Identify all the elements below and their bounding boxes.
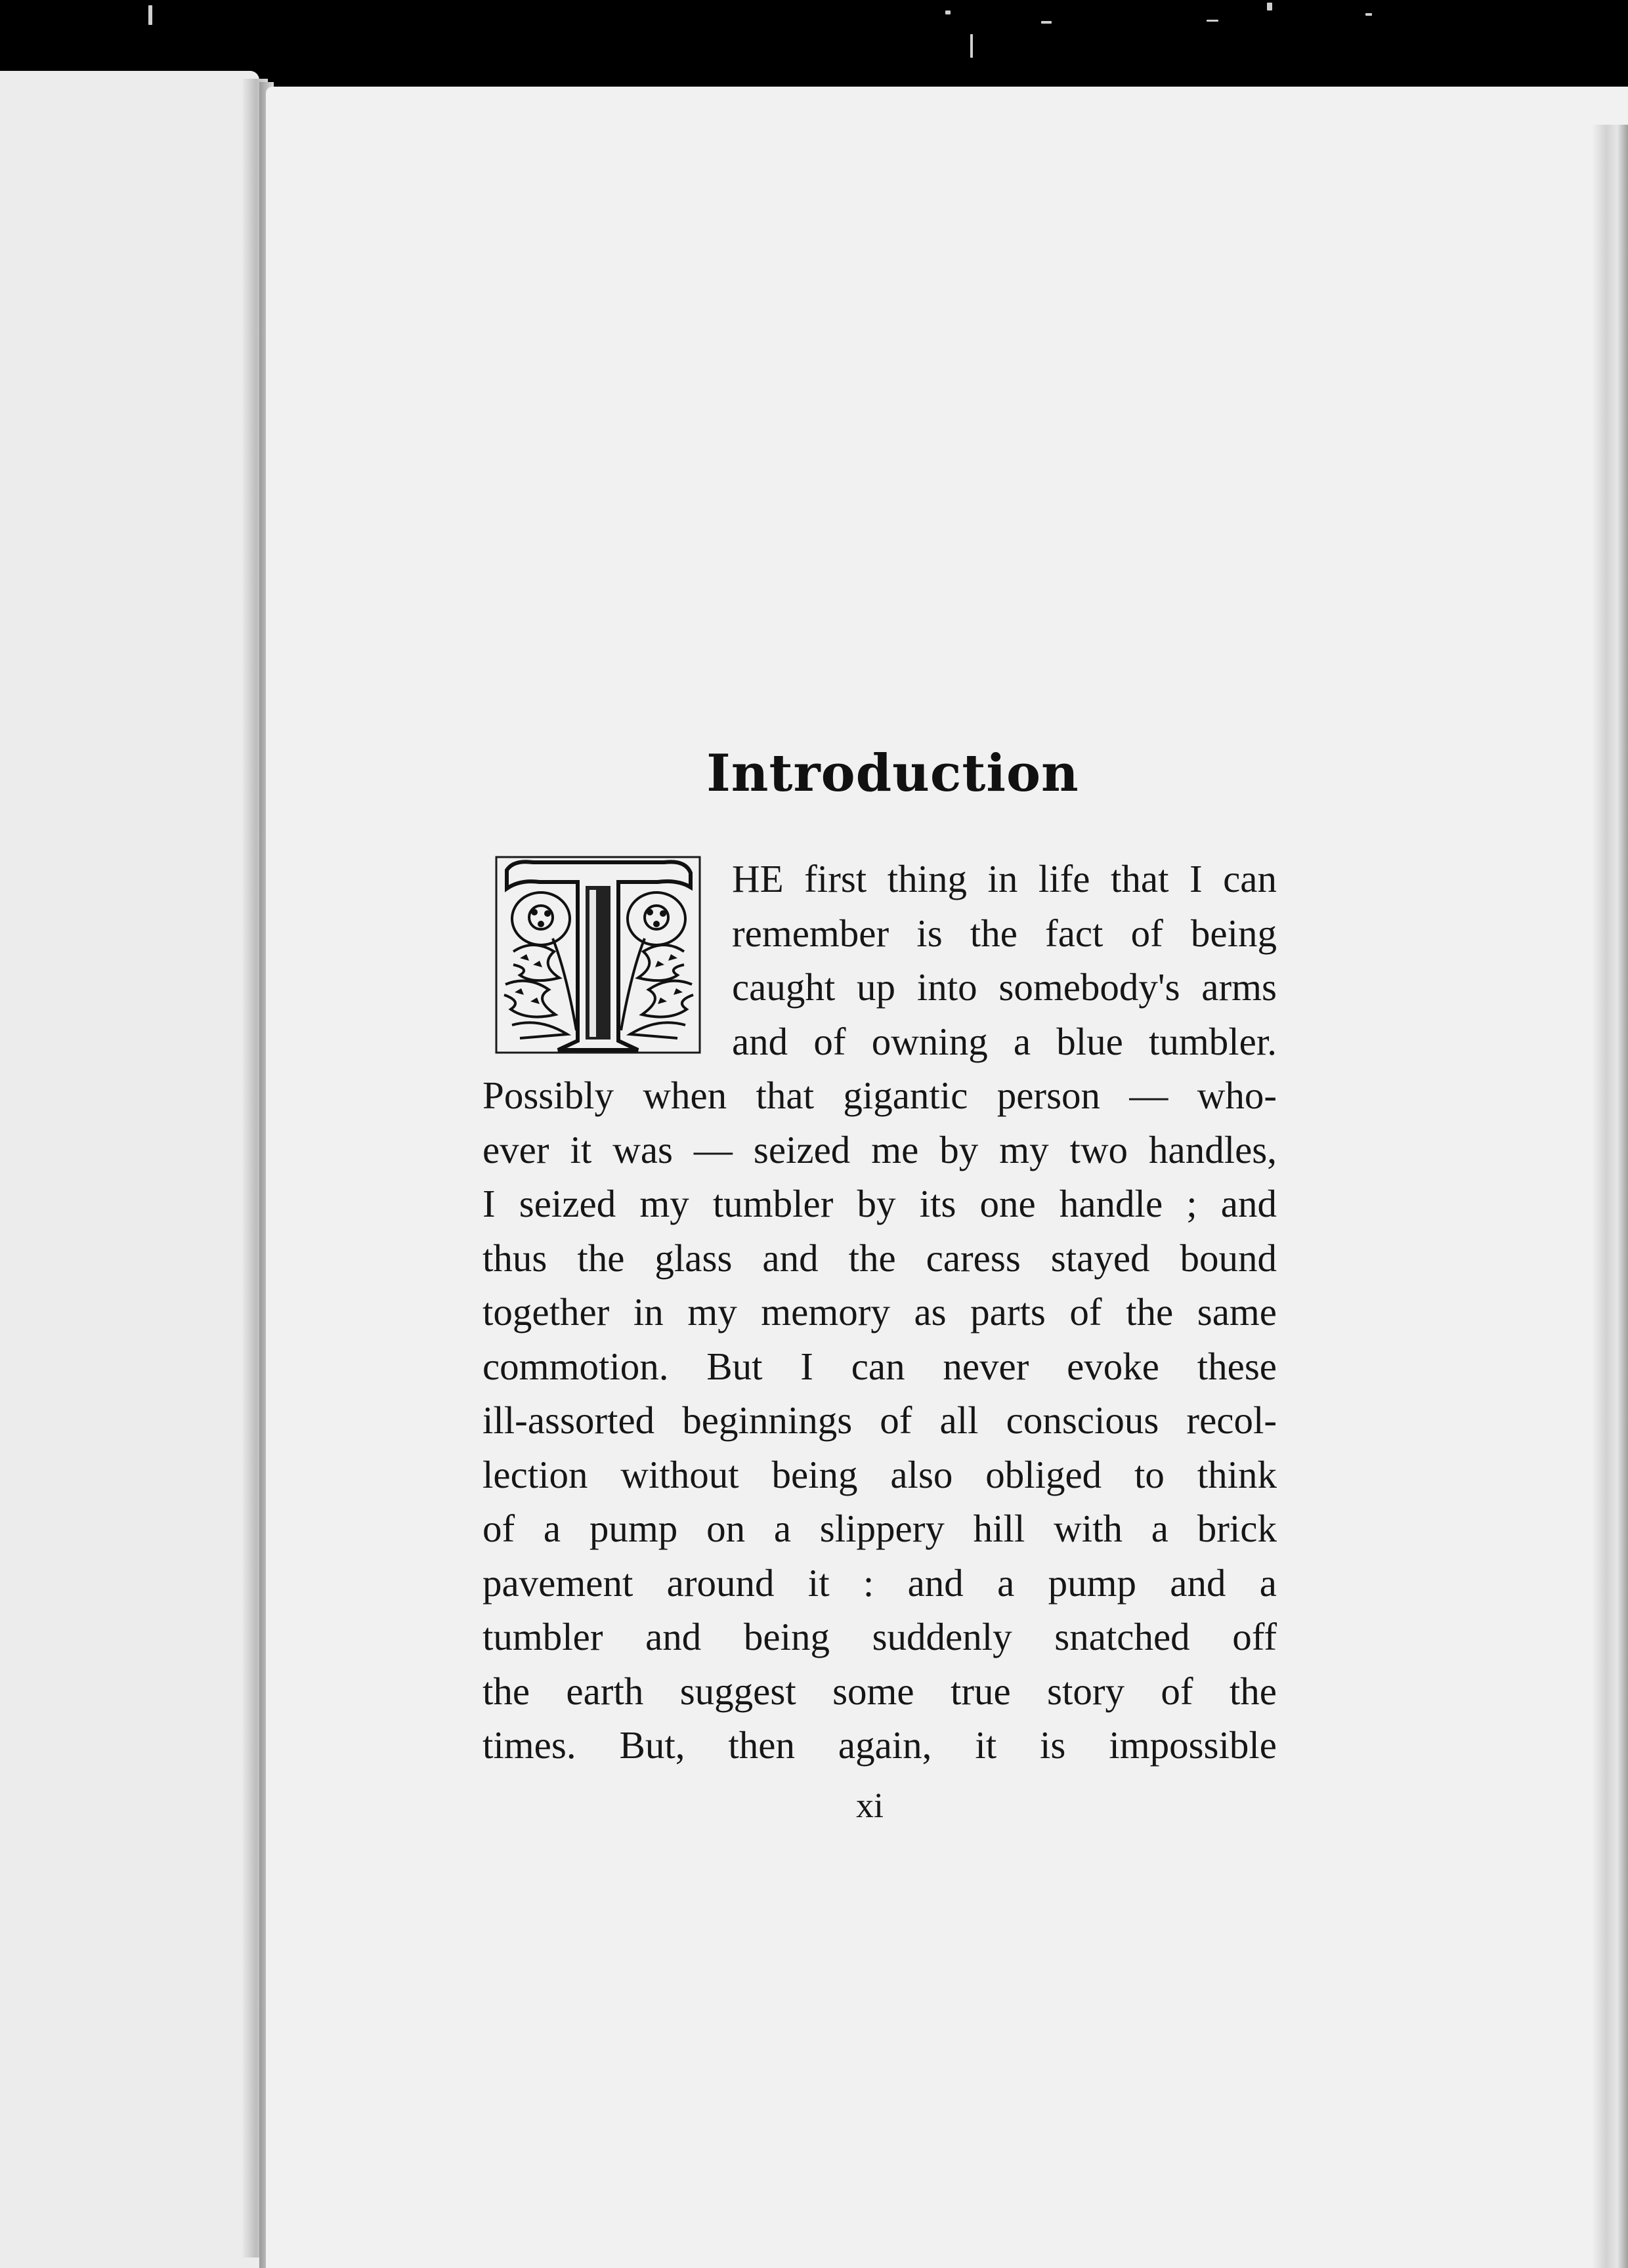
body-paragraph — [482, 852, 1277, 1773]
scan-speck — [1267, 3, 1272, 10]
text-line: pavement around it : and a pump and a — [482, 1561, 1277, 1605]
scan-speck — [1041, 21, 1052, 24]
page-number: xi — [855, 1786, 884, 1825]
text-line: ever it was — seized me by my two handles, — [482, 1127, 1277, 1171]
text-line: remember is the fact of being — [732, 911, 1277, 955]
scan-speck — [945, 10, 951, 14]
text-line: caught up into somebody's arms — [732, 965, 1277, 1009]
text-line: the earth suggest some true story of the — [482, 1669, 1277, 1713]
scan-speck — [970, 34, 973, 58]
facing-page-blank — [0, 71, 259, 2268]
text-line: and of owning a blue tumbler. — [732, 1019, 1277, 1063]
text-line: ill-assorted beginnings of all conscious recol- — [482, 1398, 1277, 1442]
text-line: lection without being also obliged to think — [482, 1452, 1277, 1496]
scan-speck — [1365, 13, 1372, 16]
chapter-heading: Introduction — [706, 744, 1079, 803]
text-line: Possibly when that gigantic person — who- — [482, 1074, 1277, 1117]
page-edge — [1592, 125, 1628, 2268]
text-line: together in my memory as parts of the same — [482, 1290, 1277, 1334]
scan-speck — [148, 5, 152, 25]
text-line: tumbler and being suddenly snatched off — [482, 1615, 1277, 1658]
scan-speck — [1207, 20, 1218, 22]
text-line: I seized my tumbler by its one handle ; and — [482, 1182, 1277, 1225]
text-line: thus the glass and the caress stayed bound — [482, 1236, 1277, 1280]
text-line: HE first thing in life that I can — [732, 857, 1277, 900]
text-line: commotion. But I can never evoke these — [482, 1344, 1277, 1388]
text-line: of a pump on a slippery hill with a brick — [482, 1507, 1277, 1550]
text-line: times. But, then again, it is impossible — [482, 1723, 1277, 1767]
